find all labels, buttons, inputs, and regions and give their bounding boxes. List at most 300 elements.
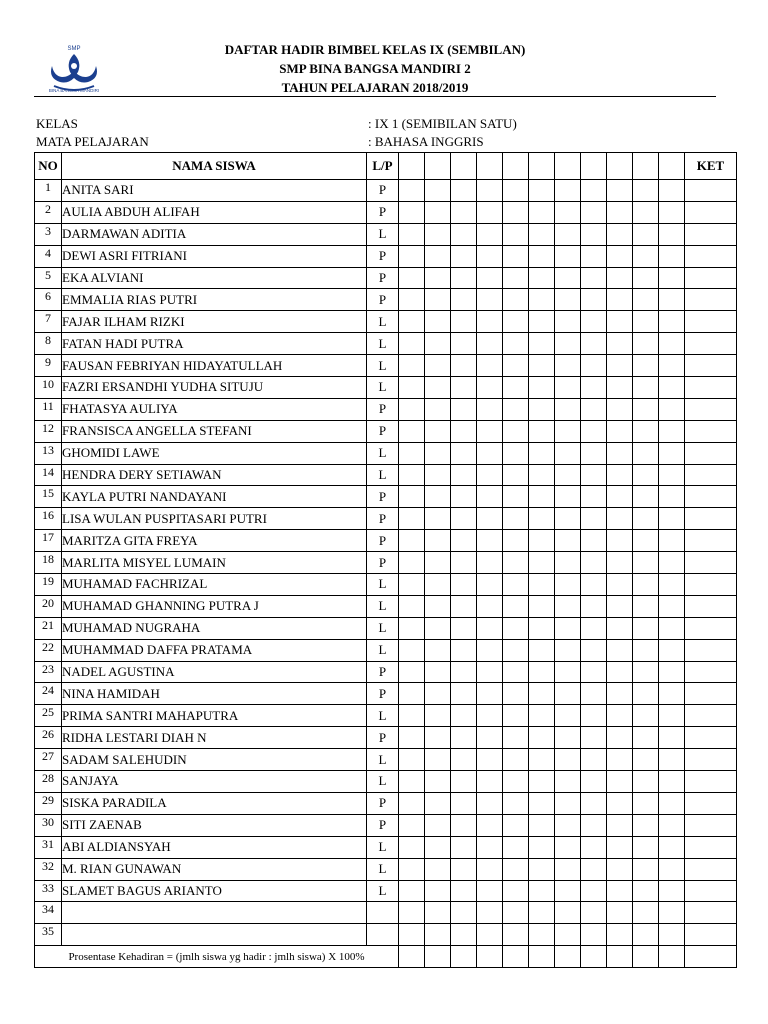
attendance-cell[interactable] bbox=[607, 289, 633, 311]
attendance-cell[interactable] bbox=[477, 946, 503, 968]
attendance-cell[interactable] bbox=[633, 420, 659, 442]
attendance-cell[interactable] bbox=[659, 333, 685, 355]
ket-cell[interactable] bbox=[685, 727, 737, 749]
ket-cell[interactable] bbox=[685, 902, 737, 924]
attendance-cell[interactable] bbox=[451, 639, 477, 661]
attendance-cell[interactable] bbox=[607, 771, 633, 793]
attendance-cell[interactable] bbox=[503, 749, 529, 771]
attendance-cell[interactable] bbox=[581, 617, 607, 639]
attendance-cell[interactable] bbox=[451, 705, 477, 727]
attendance-cell[interactable] bbox=[659, 661, 685, 683]
attendance-cell[interactable] bbox=[477, 595, 503, 617]
attendance-cell[interactable] bbox=[581, 530, 607, 552]
attendance-cell[interactable] bbox=[425, 771, 451, 793]
attendance-cell[interactable] bbox=[425, 153, 451, 180]
attendance-cell[interactable] bbox=[607, 924, 633, 946]
attendance-cell[interactable] bbox=[581, 924, 607, 946]
attendance-cell[interactable] bbox=[425, 552, 451, 574]
attendance-cell[interactable] bbox=[633, 858, 659, 880]
attendance-cell[interactable] bbox=[477, 858, 503, 880]
attendance-cell[interactable] bbox=[659, 201, 685, 223]
attendance-cell[interactable] bbox=[477, 683, 503, 705]
attendance-cell[interactable] bbox=[451, 683, 477, 705]
attendance-cell[interactable] bbox=[503, 574, 529, 596]
attendance-cell[interactable] bbox=[633, 267, 659, 289]
attendance-cell[interactable] bbox=[451, 661, 477, 683]
attendance-cell[interactable] bbox=[477, 442, 503, 464]
attendance-cell[interactable] bbox=[399, 639, 425, 661]
attendance-cell[interactable] bbox=[425, 289, 451, 311]
attendance-cell[interactable] bbox=[399, 946, 425, 968]
attendance-cell[interactable] bbox=[503, 486, 529, 508]
attendance-cell[interactable] bbox=[659, 880, 685, 902]
attendance-cell[interactable] bbox=[503, 683, 529, 705]
attendance-cell[interactable] bbox=[399, 311, 425, 333]
attendance-cell[interactable] bbox=[607, 552, 633, 574]
attendance-cell[interactable] bbox=[451, 223, 477, 245]
attendance-cell[interactable] bbox=[477, 377, 503, 399]
attendance-cell[interactable] bbox=[659, 153, 685, 180]
attendance-cell[interactable] bbox=[633, 902, 659, 924]
attendance-cell[interactable] bbox=[633, 880, 659, 902]
attendance-cell[interactable] bbox=[399, 464, 425, 486]
attendance-cell[interactable] bbox=[633, 398, 659, 420]
attendance-cell[interactable] bbox=[607, 333, 633, 355]
attendance-cell[interactable] bbox=[659, 311, 685, 333]
attendance-cell[interactable] bbox=[529, 858, 555, 880]
attendance-cell[interactable] bbox=[581, 661, 607, 683]
attendance-cell[interactable] bbox=[503, 617, 529, 639]
attendance-cell[interactable] bbox=[477, 201, 503, 223]
attendance-cell[interactable] bbox=[633, 552, 659, 574]
attendance-cell[interactable] bbox=[451, 902, 477, 924]
attendance-cell[interactable] bbox=[503, 289, 529, 311]
ket-cell[interactable] bbox=[685, 771, 737, 793]
attendance-cell[interactable] bbox=[659, 771, 685, 793]
attendance-cell[interactable] bbox=[451, 727, 477, 749]
attendance-cell[interactable] bbox=[503, 946, 529, 968]
attendance-cell[interactable] bbox=[399, 201, 425, 223]
attendance-cell[interactable] bbox=[477, 639, 503, 661]
attendance-cell[interactable] bbox=[529, 201, 555, 223]
attendance-cell[interactable] bbox=[633, 705, 659, 727]
attendance-cell[interactable] bbox=[607, 201, 633, 223]
attendance-cell[interactable] bbox=[633, 683, 659, 705]
attendance-cell[interactable] bbox=[633, 749, 659, 771]
attendance-cell[interactable] bbox=[633, 180, 659, 202]
ket-cell[interactable] bbox=[685, 574, 737, 596]
attendance-cell[interactable] bbox=[425, 508, 451, 530]
attendance-cell[interactable] bbox=[659, 858, 685, 880]
attendance-cell[interactable] bbox=[633, 771, 659, 793]
ket-cell[interactable] bbox=[685, 245, 737, 267]
attendance-cell[interactable] bbox=[425, 464, 451, 486]
attendance-cell[interactable] bbox=[633, 311, 659, 333]
attendance-cell[interactable] bbox=[581, 267, 607, 289]
attendance-cell[interactable] bbox=[659, 442, 685, 464]
attendance-cell[interactable] bbox=[659, 530, 685, 552]
attendance-cell[interactable] bbox=[399, 771, 425, 793]
attendance-cell[interactable] bbox=[529, 420, 555, 442]
attendance-cell[interactable] bbox=[529, 245, 555, 267]
attendance-cell[interactable] bbox=[555, 946, 581, 968]
attendance-cell[interactable] bbox=[607, 442, 633, 464]
attendance-cell[interactable] bbox=[555, 201, 581, 223]
attendance-cell[interactable] bbox=[477, 924, 503, 946]
ket-cell[interactable] bbox=[685, 617, 737, 639]
attendance-cell[interactable] bbox=[633, 442, 659, 464]
attendance-cell[interactable] bbox=[529, 727, 555, 749]
attendance-cell[interactable] bbox=[503, 508, 529, 530]
attendance-cell[interactable] bbox=[451, 180, 477, 202]
attendance-cell[interactable] bbox=[451, 771, 477, 793]
attendance-cell[interactable] bbox=[529, 595, 555, 617]
attendance-cell[interactable] bbox=[555, 355, 581, 377]
attendance-cell[interactable] bbox=[607, 705, 633, 727]
ket-cell[interactable] bbox=[685, 880, 737, 902]
ket-cell[interactable] bbox=[685, 464, 737, 486]
attendance-cell[interactable] bbox=[607, 153, 633, 180]
attendance-cell[interactable] bbox=[555, 289, 581, 311]
attendance-cell[interactable] bbox=[529, 771, 555, 793]
attendance-cell[interactable] bbox=[581, 792, 607, 814]
attendance-cell[interactable] bbox=[529, 683, 555, 705]
attendance-cell[interactable] bbox=[477, 617, 503, 639]
ket-cell[interactable] bbox=[685, 267, 737, 289]
attendance-cell[interactable] bbox=[503, 552, 529, 574]
attendance-cell[interactable] bbox=[477, 245, 503, 267]
attendance-cell[interactable] bbox=[659, 289, 685, 311]
attendance-cell[interactable] bbox=[555, 377, 581, 399]
attendance-cell[interactable] bbox=[659, 267, 685, 289]
ket-cell[interactable] bbox=[685, 683, 737, 705]
attendance-cell[interactable] bbox=[425, 902, 451, 924]
attendance-cell[interactable] bbox=[555, 486, 581, 508]
attendance-cell[interactable] bbox=[659, 705, 685, 727]
attendance-cell[interactable] bbox=[477, 420, 503, 442]
ket-cell[interactable] bbox=[685, 814, 737, 836]
attendance-cell[interactable] bbox=[451, 267, 477, 289]
attendance-cell[interactable] bbox=[503, 727, 529, 749]
ket-cell[interactable] bbox=[685, 924, 737, 946]
attendance-cell[interactable] bbox=[659, 902, 685, 924]
attendance-cell[interactable] bbox=[607, 792, 633, 814]
attendance-cell[interactable] bbox=[581, 705, 607, 727]
attendance-cell[interactable] bbox=[425, 705, 451, 727]
attendance-cell[interactable] bbox=[399, 180, 425, 202]
attendance-cell[interactable] bbox=[633, 727, 659, 749]
attendance-cell[interactable] bbox=[659, 486, 685, 508]
attendance-cell[interactable] bbox=[425, 661, 451, 683]
attendance-cell[interactable] bbox=[477, 486, 503, 508]
attendance-cell[interactable] bbox=[633, 377, 659, 399]
attendance-cell[interactable] bbox=[529, 223, 555, 245]
attendance-cell[interactable] bbox=[555, 574, 581, 596]
attendance-cell[interactable] bbox=[503, 201, 529, 223]
attendance-cell[interactable] bbox=[399, 486, 425, 508]
attendance-cell[interactable] bbox=[607, 464, 633, 486]
attendance-cell[interactable] bbox=[607, 749, 633, 771]
attendance-cell[interactable] bbox=[425, 333, 451, 355]
attendance-cell[interactable] bbox=[503, 771, 529, 793]
attendance-cell[interactable] bbox=[477, 574, 503, 596]
attendance-cell[interactable] bbox=[581, 836, 607, 858]
attendance-cell[interactable] bbox=[529, 464, 555, 486]
ket-cell[interactable] bbox=[685, 223, 737, 245]
attendance-cell[interactable] bbox=[633, 924, 659, 946]
attendance-cell[interactable] bbox=[503, 595, 529, 617]
attendance-cell[interactable] bbox=[425, 311, 451, 333]
attendance-cell[interactable] bbox=[529, 705, 555, 727]
attendance-cell[interactable] bbox=[607, 223, 633, 245]
attendance-cell[interactable] bbox=[503, 464, 529, 486]
attendance-cell[interactable] bbox=[451, 530, 477, 552]
attendance-cell[interactable] bbox=[581, 223, 607, 245]
attendance-cell[interactable] bbox=[581, 946, 607, 968]
attendance-cell[interactable] bbox=[451, 617, 477, 639]
attendance-cell[interactable] bbox=[503, 180, 529, 202]
attendance-cell[interactable] bbox=[555, 880, 581, 902]
attendance-cell[interactable] bbox=[503, 530, 529, 552]
attendance-cell[interactable] bbox=[555, 223, 581, 245]
attendance-cell[interactable] bbox=[581, 683, 607, 705]
attendance-cell[interactable] bbox=[477, 552, 503, 574]
attendance-cell[interactable] bbox=[425, 858, 451, 880]
ket-cell[interactable] bbox=[685, 946, 737, 968]
attendance-cell[interactable] bbox=[425, 792, 451, 814]
attendance-cell[interactable] bbox=[581, 574, 607, 596]
ket-cell[interactable] bbox=[685, 289, 737, 311]
attendance-cell[interactable] bbox=[425, 574, 451, 596]
attendance-cell[interactable] bbox=[399, 705, 425, 727]
attendance-cell[interactable] bbox=[425, 420, 451, 442]
attendance-cell[interactable] bbox=[451, 946, 477, 968]
attendance-cell[interactable] bbox=[399, 880, 425, 902]
attendance-cell[interactable] bbox=[555, 530, 581, 552]
attendance-cell[interactable] bbox=[581, 377, 607, 399]
attendance-cell[interactable] bbox=[425, 267, 451, 289]
attendance-cell[interactable] bbox=[607, 595, 633, 617]
ket-cell[interactable] bbox=[685, 661, 737, 683]
ket-cell[interactable] bbox=[685, 858, 737, 880]
attendance-cell[interactable] bbox=[633, 661, 659, 683]
attendance-cell[interactable] bbox=[607, 574, 633, 596]
attendance-cell[interactable] bbox=[581, 749, 607, 771]
attendance-cell[interactable] bbox=[451, 792, 477, 814]
attendance-cell[interactable] bbox=[503, 398, 529, 420]
attendance-cell[interactable] bbox=[477, 398, 503, 420]
attendance-cell[interactable] bbox=[477, 508, 503, 530]
attendance-cell[interactable] bbox=[607, 946, 633, 968]
attendance-cell[interactable] bbox=[581, 355, 607, 377]
attendance-cell[interactable] bbox=[555, 420, 581, 442]
attendance-cell[interactable] bbox=[503, 792, 529, 814]
attendance-cell[interactable] bbox=[633, 355, 659, 377]
attendance-cell[interactable] bbox=[555, 639, 581, 661]
attendance-cell[interactable] bbox=[555, 858, 581, 880]
attendance-cell[interactable] bbox=[529, 574, 555, 596]
attendance-cell[interactable] bbox=[607, 639, 633, 661]
attendance-cell[interactable] bbox=[581, 727, 607, 749]
attendance-cell[interactable] bbox=[451, 333, 477, 355]
attendance-cell[interactable] bbox=[607, 683, 633, 705]
ket-cell[interactable] bbox=[685, 377, 737, 399]
attendance-cell[interactable] bbox=[607, 902, 633, 924]
attendance-cell[interactable] bbox=[399, 661, 425, 683]
attendance-cell[interactable] bbox=[633, 814, 659, 836]
attendance-cell[interactable] bbox=[477, 267, 503, 289]
attendance-cell[interactable] bbox=[529, 902, 555, 924]
attendance-cell[interactable] bbox=[399, 858, 425, 880]
attendance-cell[interactable] bbox=[555, 311, 581, 333]
attendance-cell[interactable] bbox=[607, 355, 633, 377]
attendance-cell[interactable] bbox=[425, 924, 451, 946]
attendance-cell[interactable] bbox=[659, 946, 685, 968]
attendance-cell[interactable] bbox=[399, 836, 425, 858]
attendance-cell[interactable] bbox=[633, 333, 659, 355]
attendance-cell[interactable] bbox=[529, 508, 555, 530]
attendance-cell[interactable] bbox=[581, 858, 607, 880]
attendance-cell[interactable] bbox=[581, 420, 607, 442]
ket-cell[interactable] bbox=[685, 398, 737, 420]
attendance-cell[interactable] bbox=[399, 574, 425, 596]
ket-cell[interactable] bbox=[685, 639, 737, 661]
attendance-cell[interactable] bbox=[607, 377, 633, 399]
attendance-cell[interactable] bbox=[451, 442, 477, 464]
attendance-cell[interactable] bbox=[659, 792, 685, 814]
attendance-cell[interactable] bbox=[451, 377, 477, 399]
attendance-cell[interactable] bbox=[399, 398, 425, 420]
attendance-cell[interactable] bbox=[529, 639, 555, 661]
attendance-cell[interactable] bbox=[555, 245, 581, 267]
attendance-cell[interactable] bbox=[555, 814, 581, 836]
ket-cell[interactable] bbox=[685, 311, 737, 333]
attendance-cell[interactable] bbox=[425, 946, 451, 968]
attendance-cell[interactable] bbox=[581, 153, 607, 180]
attendance-cell[interactable] bbox=[659, 574, 685, 596]
attendance-cell[interactable] bbox=[425, 442, 451, 464]
attendance-cell[interactable] bbox=[503, 153, 529, 180]
attendance-cell[interactable] bbox=[399, 727, 425, 749]
attendance-cell[interactable] bbox=[503, 245, 529, 267]
attendance-cell[interactable] bbox=[399, 223, 425, 245]
attendance-cell[interactable] bbox=[503, 311, 529, 333]
attendance-cell[interactable] bbox=[529, 153, 555, 180]
attendance-cell[interactable] bbox=[425, 749, 451, 771]
attendance-cell[interactable] bbox=[503, 836, 529, 858]
attendance-cell[interactable] bbox=[477, 464, 503, 486]
attendance-cell[interactable] bbox=[555, 464, 581, 486]
attendance-cell[interactable] bbox=[503, 902, 529, 924]
attendance-cell[interactable] bbox=[529, 792, 555, 814]
attendance-cell[interactable] bbox=[425, 530, 451, 552]
attendance-cell[interactable] bbox=[659, 377, 685, 399]
attendance-cell[interactable] bbox=[425, 180, 451, 202]
attendance-cell[interactable] bbox=[607, 267, 633, 289]
attendance-cell[interactable] bbox=[399, 530, 425, 552]
attendance-cell[interactable] bbox=[659, 508, 685, 530]
attendance-cell[interactable] bbox=[633, 153, 659, 180]
attendance-cell[interactable] bbox=[529, 946, 555, 968]
attendance-cell[interactable] bbox=[529, 267, 555, 289]
attendance-cell[interactable] bbox=[581, 595, 607, 617]
attendance-cell[interactable] bbox=[451, 574, 477, 596]
attendance-cell[interactable] bbox=[477, 153, 503, 180]
attendance-cell[interactable] bbox=[529, 924, 555, 946]
attendance-cell[interactable] bbox=[555, 153, 581, 180]
attendance-cell[interactable] bbox=[399, 552, 425, 574]
attendance-cell[interactable] bbox=[425, 617, 451, 639]
attendance-cell[interactable] bbox=[425, 223, 451, 245]
attendance-cell[interactable] bbox=[399, 289, 425, 311]
attendance-cell[interactable] bbox=[425, 245, 451, 267]
ket-cell[interactable] bbox=[685, 333, 737, 355]
attendance-cell[interactable] bbox=[425, 595, 451, 617]
ket-cell[interactable] bbox=[685, 836, 737, 858]
attendance-cell[interactable] bbox=[633, 946, 659, 968]
attendance-cell[interactable] bbox=[425, 639, 451, 661]
ket-cell[interactable] bbox=[685, 792, 737, 814]
attendance-cell[interactable] bbox=[399, 355, 425, 377]
attendance-cell[interactable] bbox=[477, 355, 503, 377]
attendance-cell[interactable] bbox=[399, 267, 425, 289]
attendance-cell[interactable] bbox=[451, 420, 477, 442]
attendance-cell[interactable] bbox=[581, 880, 607, 902]
attendance-cell[interactable] bbox=[659, 617, 685, 639]
attendance-cell[interactable] bbox=[451, 311, 477, 333]
attendance-cell[interactable] bbox=[607, 661, 633, 683]
attendance-cell[interactable] bbox=[581, 333, 607, 355]
ket-cell[interactable] bbox=[685, 530, 737, 552]
attendance-cell[interactable] bbox=[581, 442, 607, 464]
attendance-cell[interactable] bbox=[659, 683, 685, 705]
attendance-cell[interactable] bbox=[399, 153, 425, 180]
attendance-cell[interactable] bbox=[477, 814, 503, 836]
attendance-cell[interactable] bbox=[451, 245, 477, 267]
attendance-cell[interactable] bbox=[555, 683, 581, 705]
attendance-cell[interactable] bbox=[399, 377, 425, 399]
attendance-cell[interactable] bbox=[581, 464, 607, 486]
ket-cell[interactable] bbox=[685, 595, 737, 617]
attendance-cell[interactable] bbox=[399, 814, 425, 836]
ket-cell[interactable] bbox=[685, 508, 737, 530]
attendance-cell[interactable] bbox=[607, 420, 633, 442]
attendance-cell[interactable] bbox=[503, 705, 529, 727]
attendance-cell[interactable] bbox=[503, 223, 529, 245]
attendance-cell[interactable] bbox=[529, 398, 555, 420]
attendance-cell[interactable] bbox=[607, 530, 633, 552]
attendance-cell[interactable] bbox=[633, 464, 659, 486]
attendance-cell[interactable] bbox=[555, 924, 581, 946]
ket-cell[interactable] bbox=[685, 552, 737, 574]
attendance-cell[interactable] bbox=[555, 398, 581, 420]
attendance-cell[interactable] bbox=[425, 683, 451, 705]
ket-cell[interactable] bbox=[685, 201, 737, 223]
attendance-cell[interactable] bbox=[581, 398, 607, 420]
attendance-cell[interactable] bbox=[659, 552, 685, 574]
attendance-cell[interactable] bbox=[659, 639, 685, 661]
attendance-cell[interactable] bbox=[555, 836, 581, 858]
attendance-cell[interactable] bbox=[607, 727, 633, 749]
attendance-cell[interactable] bbox=[451, 880, 477, 902]
ket-cell[interactable] bbox=[685, 420, 737, 442]
attendance-cell[interactable] bbox=[477, 180, 503, 202]
attendance-cell[interactable] bbox=[529, 530, 555, 552]
attendance-cell[interactable] bbox=[607, 858, 633, 880]
attendance-cell[interactable] bbox=[477, 902, 503, 924]
attendance-cell[interactable] bbox=[529, 617, 555, 639]
attendance-cell[interactable] bbox=[503, 880, 529, 902]
